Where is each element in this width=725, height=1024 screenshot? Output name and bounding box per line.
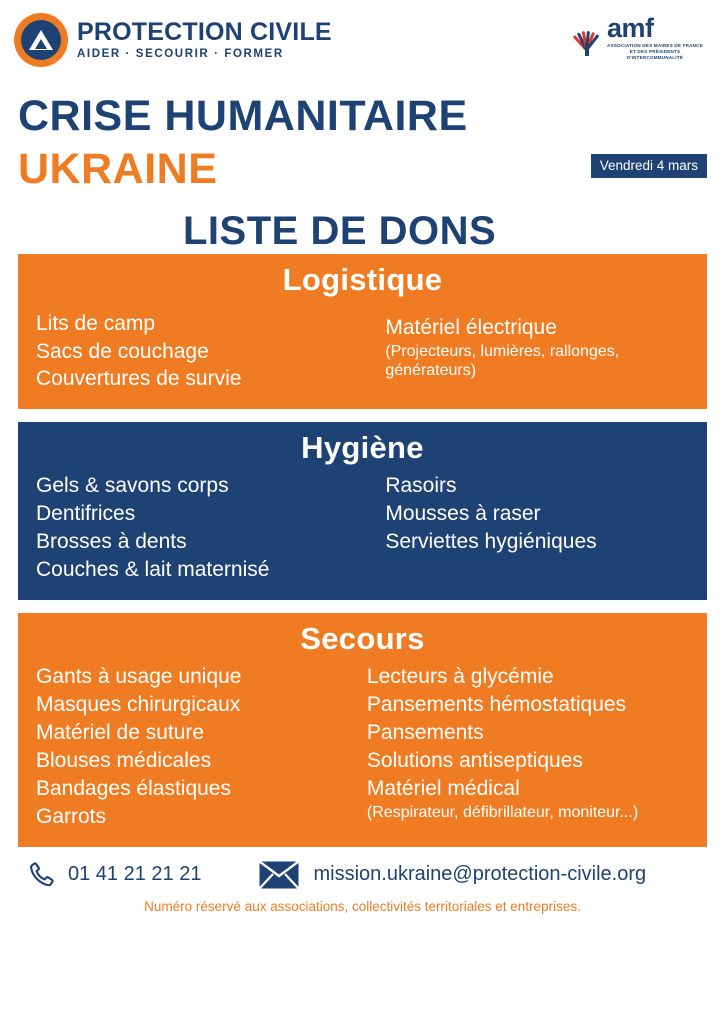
- list-item: Sacs de couchage: [36, 339, 209, 363]
- protection-civile-logo: [14, 13, 332, 67]
- section-column-left: [36, 663, 343, 831]
- list-item: Brosses à dents: [36, 530, 187, 554]
- protection-civile-mark-icon: [14, 13, 68, 67]
- section-title-secours: Secours: [300, 621, 425, 657]
- section-columns: [18, 472, 707, 584]
- phone-icon: [26, 860, 56, 890]
- amf-burst-icon: [570, 12, 604, 54]
- amf-logo: [570, 12, 703, 61]
- protection-civile-subtitle: AIDER · SECOURIR · FORMER: [77, 47, 284, 60]
- contact-row: [18, 860, 707, 890]
- page-title-line2: UKRAINE: [18, 145, 218, 194]
- section-column-right: [369, 472, 689, 584]
- section-column-right: [357, 663, 689, 831]
- list-item: Blouses médicales: [36, 748, 212, 772]
- list-item: Bandages élastiques: [36, 776, 231, 800]
- list-item: Gants à usage unique: [36, 665, 242, 689]
- phone-number[interactable]: 01 41 21 21 21: [68, 863, 202, 886]
- list-item-note: (Respirateur, défibrillateur, moniteur...): [366, 803, 639, 821]
- section-column-right: [369, 310, 689, 394]
- list-item: Solutions antiseptiques: [366, 748, 583, 772]
- list-item: Couches & lait maternisé: [36, 558, 270, 582]
- amf-wordmark: [607, 12, 703, 61]
- list-item: Lecteurs à glycémie: [366, 665, 554, 689]
- section-hygiene: [18, 422, 707, 600]
- date-badge: Vendredi 4 mars: [591, 154, 707, 178]
- section-secours: [18, 613, 707, 847]
- list-item-label: Matériel électrique: [385, 315, 557, 339]
- list-item: Dentifrices: [36, 502, 136, 526]
- section-title-logistique: Logistique: [282, 261, 443, 297]
- section-title-hygiene: Hygiène: [301, 430, 424, 466]
- header: [0, 0, 725, 82]
- triangle-icon: [21, 20, 61, 60]
- section-columns: [18, 663, 707, 831]
- section-column-left: [36, 310, 355, 394]
- list-item: Matériel de suture: [36, 720, 205, 744]
- list-item: Gels & savons corps: [36, 474, 229, 498]
- section-column-left: [36, 472, 355, 584]
- page-title-line3: LISTE DE DONS: [183, 208, 497, 253]
- mail-icon: [259, 861, 299, 889]
- amf-tagline: ASSOCIATION DES MAIRES DE FRANCE ET DES PRÉSIDENTS D'INTERCOMMUNALITÉ: [607, 43, 703, 61]
- section-logistique: [18, 254, 707, 410]
- email-block: [259, 861, 646, 889]
- list-item: Garrots: [36, 804, 107, 828]
- email-address[interactable]: mission.ukraine@protection-civile.org: [313, 863, 647, 886]
- footer-note: Numéro réservé aux associations, collectivités territoriales et entreprises.: [144, 898, 581, 914]
- title-block: [0, 82, 725, 254]
- protection-civile-title: PROTECTION CIVILE: [77, 17, 332, 46]
- list-item: Pansements hémostatiques: [366, 692, 627, 716]
- list-item: Serviettes hygiéniques: [385, 530, 597, 554]
- section-columns: [18, 304, 707, 394]
- protection-civile-wordmark: [77, 17, 332, 61]
- list-item: [367, 775, 689, 822]
- list-item: [385, 314, 689, 381]
- list-item: Pansements: [366, 720, 484, 744]
- footer: [0, 860, 725, 914]
- list-item-label: Matériel médical: [366, 776, 520, 800]
- amf-name: amf: [607, 13, 654, 43]
- list-item: Couvertures de survie: [36, 367, 242, 391]
- page-title-line1: CRISE HUMANITAIRE: [18, 92, 468, 140]
- list-item: Rasoirs: [385, 474, 457, 498]
- list-item: Masques chirurgicaux: [36, 692, 241, 716]
- list-item-note: (Projecteurs, lumières, rallonges, générateurs): [385, 342, 620, 380]
- list-item: Mousses à raser: [385, 502, 541, 526]
- list-item: Lits de camp: [36, 311, 156, 335]
